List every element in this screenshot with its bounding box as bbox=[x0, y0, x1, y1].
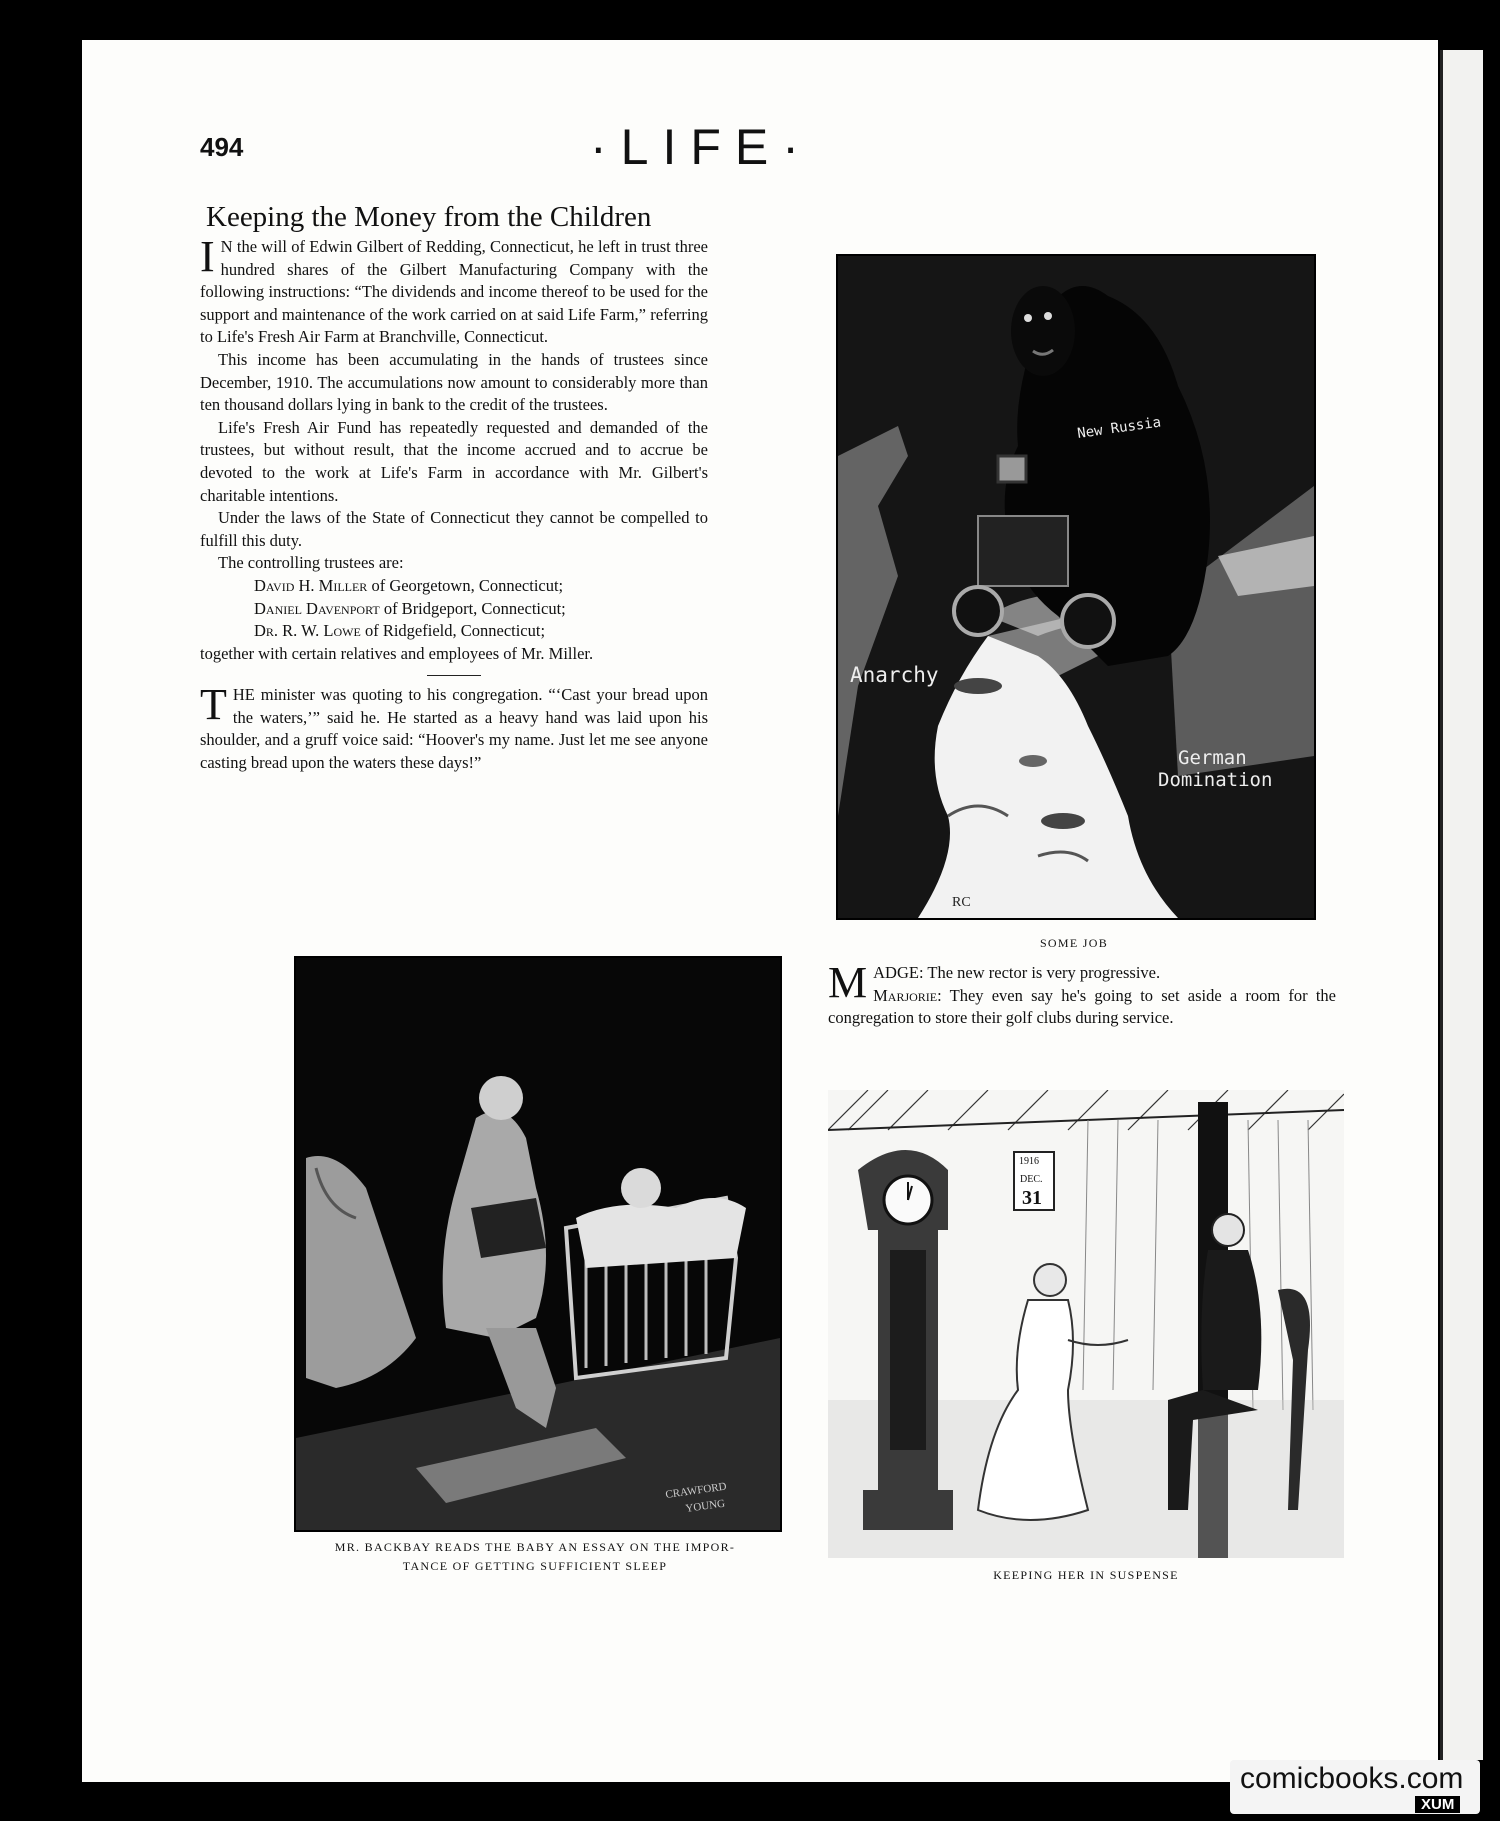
calendar-year: 1916 bbox=[1019, 1156, 1039, 1167]
watermark-site: comicbooks.com bbox=[1240, 1762, 1464, 1795]
artist-signature-2: YOUNG bbox=[684, 1497, 726, 1515]
article-column bbox=[200, 200, 708, 775]
drop-cap: I bbox=[200, 232, 215, 281]
drop-cap: M bbox=[828, 958, 868, 1007]
trustee-line: Dr. R. W. Lowe of Ridgefield, Connecticut; bbox=[254, 621, 546, 641]
artist-signature-1: CRAWFORD bbox=[664, 1480, 728, 1501]
watermark-tag: XUM bbox=[1415, 1796, 1460, 1813]
cartoon-backbay-baby bbox=[294, 956, 782, 1532]
masthead: ·LIFE· bbox=[590, 119, 813, 175]
section-divider bbox=[427, 675, 481, 676]
label-new-russia: New Russia bbox=[1076, 414, 1163, 442]
article-paragraph: Life's Fresh Air Fund has repeatedly requested and demanded of the trustees, but without result, that the income accrued and to accrue be devoted to the work at Life's Farm in accordance with Mr. Gilbert's charitable intentions. bbox=[200, 417, 708, 505]
calendar-month: DEC. bbox=[1020, 1174, 1043, 1185]
caption-suspense: KEEPING HER IN SUSPENSE bbox=[993, 1568, 1179, 1582]
article-paragraph: This income has been accumulating in the hands of trustees since December, 1910. The accumulations now amount to considerably more than ten thousand dollars lying in bank to the credit of the trustees. bbox=[200, 349, 708, 415]
caption-some-job: SOME JOB bbox=[1039, 936, 1109, 950]
article-paragraph: Under the laws of the State of Connecticut they cannot be compelled to fulfill this duty. bbox=[200, 508, 708, 550]
site-watermark bbox=[1230, 1760, 1480, 1814]
drop-cap: T bbox=[200, 680, 227, 730]
trustee-line: Daniel Davenport of Bridgeport, Connecticut; bbox=[254, 598, 566, 618]
cartoon-clock-suspense bbox=[828, 1090, 1344, 1558]
article-paragraph: The controlling trustees are: bbox=[218, 553, 404, 573]
caption-line: MR. BACKBAY READS THE BABY AN ESSAY ON THE IMPOR- bbox=[334, 1540, 736, 1554]
cartoon-bear-car bbox=[836, 254, 1316, 920]
madge-dialogue bbox=[828, 958, 1336, 1030]
artist-signature: RC bbox=[952, 895, 971, 910]
anecdote-paragraph: THE minister was quoting to his congregation. “‘Cast your bread upon the waters,’” said he. He started as a heavy hand was laid upon his shoulder, and a gruff voice said: “Hoover's my name. Just let me see anyone casting bread upon the waters these days!” bbox=[200, 680, 708, 773]
adjacent-page-edge bbox=[1440, 50, 1483, 1760]
article-paragraph: I N the will of Edwin Gilbert of Redding, Connecticut, he left in trust three hundred shares of the Gilbert Manufacturing Company with the following instructions: “The dividends and income thereof to be used for the support and maintenance of the work carried on at said Life Farm,” referring to Life's Fresh Air Farm at Branchville, Connecticut. bbox=[200, 232, 708, 347]
trustee-line: David H. Miller of Georgetown, Connecticut; bbox=[254, 575, 564, 595]
dialogue-line: Marjorie: They even say he's going to set aside a room for the congregation to store their golf clubs during service. bbox=[828, 985, 1336, 1028]
label-german: German bbox=[1178, 747, 1247, 769]
article-title: Keeping the Money from the Children bbox=[206, 201, 652, 233]
caption-line: TANCE OF GETTING SUFFICIENT SLEEP bbox=[402, 1559, 668, 1573]
label-anarchy: Anarchy bbox=[850, 663, 939, 687]
caption-backbay bbox=[270, 1538, 800, 1576]
label-domination: Domination bbox=[1158, 769, 1273, 791]
page-number: 494 bbox=[200, 132, 244, 162]
article-paragraph: together with certain relatives and employees of Mr. Miller. bbox=[200, 643, 594, 663]
calendar-day: 31 bbox=[1022, 1187, 1042, 1209]
dialogue-line: MADGE: The new rector is very progressive. bbox=[828, 958, 1161, 1007]
